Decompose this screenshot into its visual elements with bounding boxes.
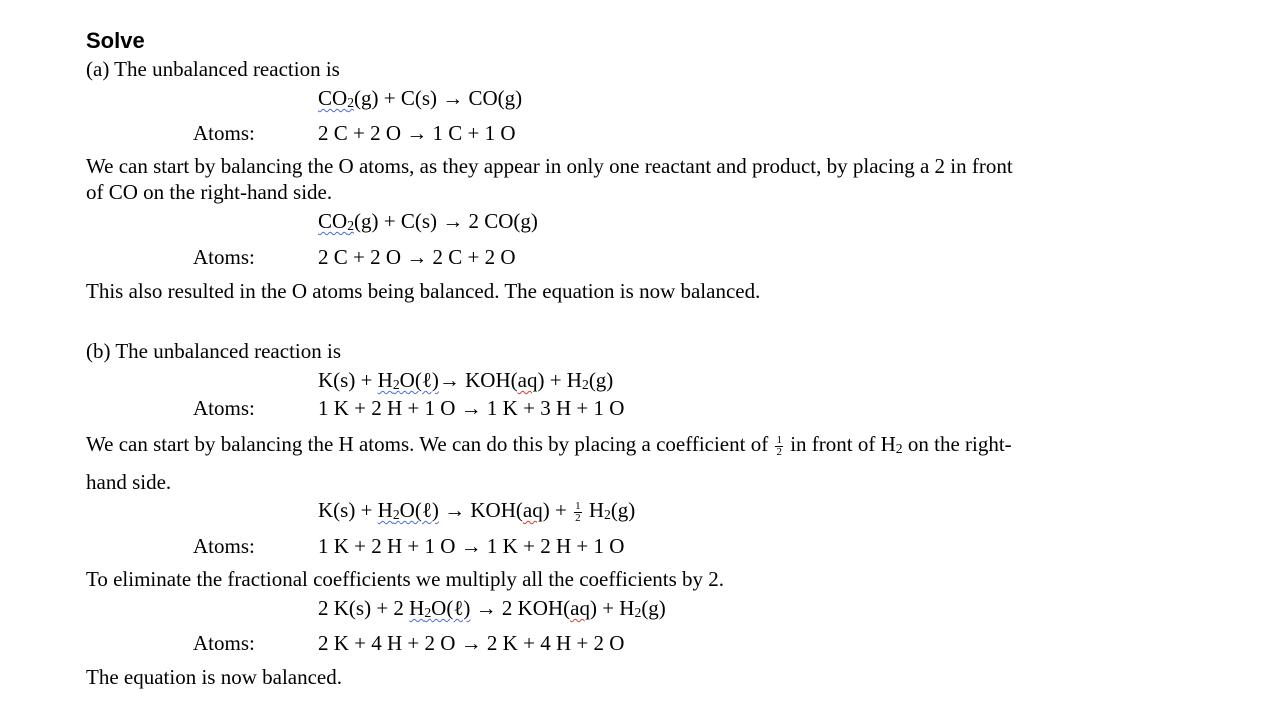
part-a-atoms-1: 2 C + 2 O → 1 C + 1 O	[318, 121, 516, 145]
part-b-atoms-2: 1 K + 2 H + 1 O → 1 K + 2 H + 1 O	[318, 534, 625, 558]
water-formula: $H_2O(\ell)$	[377, 498, 439, 523]
part-a-atoms-label-2: Atoms:	[193, 245, 255, 269]
co2-formula: $CO_2$	[318, 86, 355, 111]
part-b-atoms-3: 2 K + 4 H + 2 O → 2 K + 4 H + 2 O	[318, 631, 625, 655]
one-half-fraction: $\frac{1}{2}$	[575, 499, 581, 524]
part-b-conclusion: The equation is now balanced.	[86, 665, 342, 689]
part-a-conclusion: This also resulted in the O atoms being balanced. The equation is now balanced.	[86, 279, 761, 303]
part-b-atoms-label-1: Atoms:	[193, 396, 255, 420]
part-a-equation-2: $CO_2(g) + C(s) \to 2$ CO(g)	[318, 209, 538, 234]
part-a-equation-1: $CO_2(g) + C(s) \to CO(g)$	[318, 86, 523, 111]
part-b-equation-2: $K(s) + H_2O(\ell) \to KOH(aq)$ + $\frac{1}{2}$ $H_2(g)$	[318, 498, 636, 524]
page-heading: Solve	[86, 28, 145, 53]
part-b-paragraph-line-2: hand side.	[86, 470, 172, 494]
part-a-atoms-2: 2 C + 2 O → 2 C + 2 O	[318, 245, 516, 269]
part-b-paragraph-line-1: We can start by balancing the H atoms. We can do this by placing a coefficient of $\frac{1}{2}$ in front of $H_2$ on the right-	[86, 432, 1012, 458]
part-a-intro: (a) The unbalanced reaction is	[86, 57, 340, 81]
water-formula: $H_2O(\ell)$	[377, 368, 439, 393]
one-half-fraction: $\frac{1}{2}$	[776, 433, 782, 458]
part-a-paragraph-line-2: of CO on the right-hand side.	[86, 180, 333, 204]
part-b-intro: (b) The unbalanced reaction is	[86, 339, 342, 363]
part-b-paragraph-2: To eliminate the fractional coefficients we multiply all the coefficients by 2.	[86, 567, 725, 591]
part-b-atoms-1: 1 K + 2 H + 1 O → 1 K + 3 H + 1 O	[318, 396, 625, 420]
part-b-equation-1: $K(s) + H_2O(\ell)\to KOH(aq) + H_2(g)$	[318, 368, 614, 393]
part-b-equation-3: 2 K(s) + 2 $H_2O(\ell) \to 2$ $KOH(aq) + H_2(g)$	[318, 596, 666, 621]
part-a-paragraph-line-1: We can start by balancing the O atoms, as they appear in only one reactant and product, by placing a 2 in front	[86, 154, 1013, 178]
co2-formula: $CO_2$	[318, 209, 355, 234]
part-a-atoms-label-1: Atoms:	[193, 121, 255, 145]
water-formula: $H_2O(\ell)$	[409, 596, 471, 621]
part-b-atoms-label-2: Atoms:	[193, 534, 255, 558]
part-b-atoms-label-3: Atoms:	[193, 631, 255, 655]
